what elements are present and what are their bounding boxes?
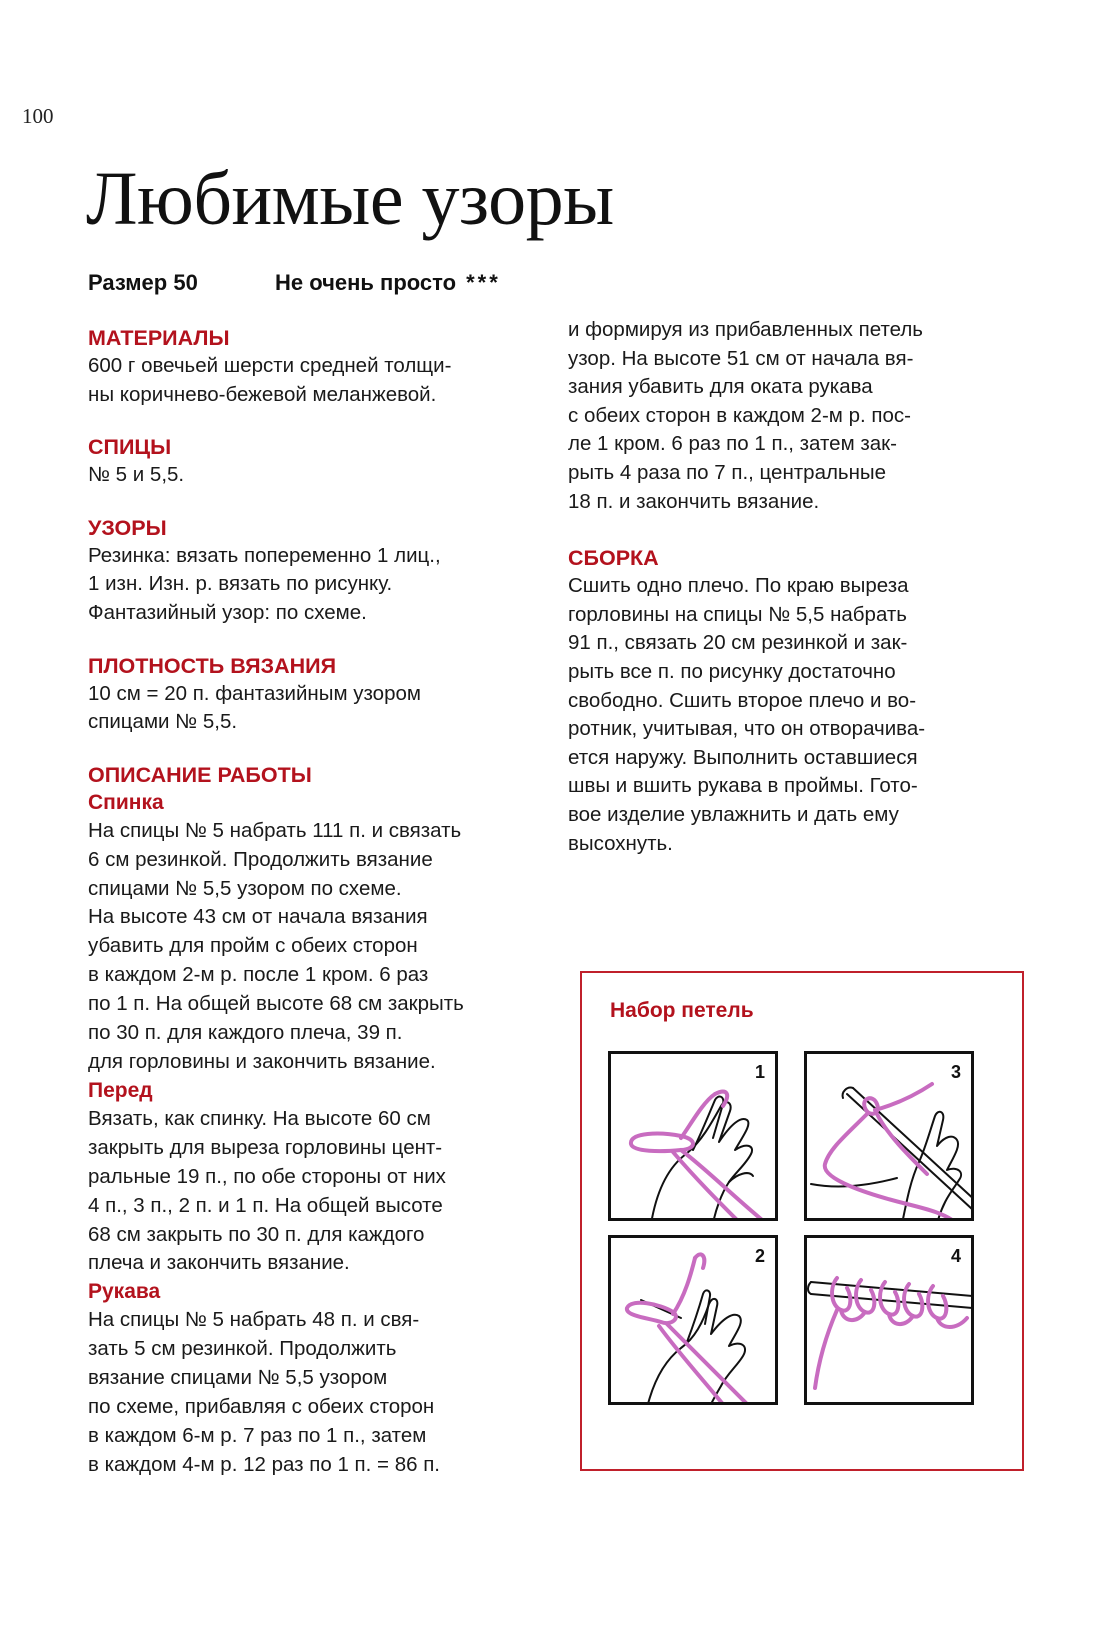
panel-number: 3: [950, 1062, 961, 1082]
panel-number: 4: [950, 1246, 961, 1266]
text-line: убавить для пройм с обеих сторон: [88, 934, 418, 958]
front-text: [88, 1105, 558, 1278]
text-line: свободно. Сшить второе плечо и во-: [568, 688, 917, 712]
text-line: Фантазийный узор: по схеме.: [88, 600, 367, 624]
text-line: 600 г овечьей шерсти средней толщи-: [88, 354, 452, 377]
sleeves-subheading: Рукава: [88, 1280, 161, 1304]
text-line: Резинка: вязать попеременно 1 лиц.,: [88, 543, 441, 567]
hand-needle-loop-icon: [611, 1238, 778, 1405]
text-line: по 1 п. На общей высоте 68 см закрыть: [88, 992, 464, 1016]
text-line: На спицы № 5 набрать 111 п. и связать: [88, 818, 462, 842]
text-line: На высоте 43 см от начала вязания: [88, 905, 428, 929]
needle-cast-on-icon: [807, 1054, 974, 1221]
description-section: [88, 761, 558, 1480]
text-line: 4 п., 3 п., 2 п. и 1 п. На общей высоте: [88, 1193, 443, 1217]
text-line: швы и вшить рукава в проймы. Гото-: [568, 774, 918, 798]
text-line: рыть 4 раза по 7 п., центральные: [568, 460, 887, 484]
needles-heading: СПИЦЫ: [88, 435, 172, 460]
needle-stitches-icon: [807, 1238, 974, 1405]
gauge-section: [88, 652, 558, 737]
sleeves-text: [88, 1306, 558, 1479]
left-column: [88, 324, 558, 1504]
text-line: высохнуть.: [568, 831, 673, 855]
text-line: 18 п. и закончить вязание.: [568, 489, 820, 513]
text-line: ральные 19 п., по обе стороны от них: [88, 1164, 446, 1188]
text-line: 91 п., связать 20 см резинкой и зак-: [568, 631, 908, 655]
text-line: по схеме, прибавляя с обеих сторон: [88, 1395, 435, 1419]
back-subheading: Спинка: [88, 790, 164, 814]
needles-section: [88, 433, 558, 490]
difficulty-stars: ***: [466, 270, 501, 295]
text-line: в каждом 2-м р. после 1 кром. 6 раз: [88, 963, 429, 987]
text-line: для горловины и закончить вязание.: [88, 1050, 436, 1073]
figure-title: Набор петель: [610, 999, 754, 1022]
size-label: Размер 50: [88, 270, 198, 295]
illustration-panel-3: [804, 1051, 974, 1221]
text-line: закрыть для выреза горловины цент-: [88, 1135, 443, 1159]
text-line: 1 изн. Изн. р. вязать по рисунку.: [88, 572, 393, 596]
text-line: спицами № 5,5.: [88, 710, 238, 734]
sleeves-continuation: [568, 316, 1038, 516]
text-line: зания убавить для оката рукава: [568, 375, 873, 399]
illustration-panel-2: [608, 1235, 778, 1405]
text-line: вое изделие увлажнить и дать ему: [568, 802, 899, 826]
text-line: Вязать, как спинку. На высоте 60 см: [88, 1106, 431, 1130]
difficulty-text: Не очень просто: [275, 270, 457, 295]
panel-number: 1: [754, 1062, 765, 1082]
materials-section: [88, 324, 558, 409]
text-line: Сшить одно плечо. По краю выреза: [568, 574, 909, 598]
description-heading: ОПИСАНИЕ РАБОТЫ: [88, 762, 312, 787]
text-line: плеча и закончить вязание.: [88, 1251, 350, 1275]
text-line: 68 см закрыть по 30 п. для каждого: [88, 1222, 425, 1246]
difficulty-label: [275, 270, 501, 296]
cast-on-figure: [580, 971, 1024, 1471]
text-line: вязание спицами № 5,5 узором: [88, 1366, 388, 1390]
text-line: рыть все п. по рисунку достаточно: [568, 659, 896, 683]
text-line: с обеих сторон в каждом 2-м р. пос-: [568, 403, 911, 427]
text-line: ется наружу. Выполнить оставшиеся: [568, 745, 918, 769]
front-subheading: Перед: [88, 1078, 153, 1102]
text-line: в каждом 6-м р. 7 раз по 1 п., затем: [88, 1423, 427, 1447]
materials-text: [88, 352, 558, 409]
panel-number: 2: [754, 1246, 765, 1266]
text-line: На спицы № 5 набрать 48 п. и свя-: [88, 1308, 420, 1332]
text-line: спицами № 5,5 узором по схеме.: [88, 876, 402, 900]
back-text: [88, 817, 558, 1077]
text-line: 6 см резинкой. Продолжить вязание: [88, 847, 433, 871]
page-number: 100: [22, 104, 54, 128]
text-line: и формируя из прибавленных петель: [568, 318, 923, 341]
right-column: [568, 316, 1038, 882]
text-line: ле 1 кром. 6 раз по 1 п., затем зак-: [568, 432, 897, 456]
illustration-panel-4: [804, 1235, 974, 1405]
materials-heading: МАТЕРИАЛЫ: [88, 326, 230, 350]
text-line: узор. На высоте 51 см от начала вя-: [568, 346, 914, 370]
text-line: зать 5 см резинкой. Продолжить: [88, 1337, 397, 1361]
text-line: в каждом 4-м р. 12 раз по 1 п. = 86 п.: [88, 1452, 440, 1476]
assembly-heading: СБОРКА: [568, 546, 659, 571]
text-line: по 30 п. для каждого плеча, 39 п.: [88, 1021, 403, 1045]
assembly-section: [568, 544, 1038, 858]
text-line: горловины на спицы № 5,5 набрать: [568, 602, 907, 626]
illustration-panel-1: [608, 1051, 778, 1221]
text-line: ны коричнево-бежевой меланжевой.: [88, 382, 437, 406]
hand-yarn-loop-icon: [611, 1054, 778, 1221]
gauge-heading: ПЛОТНОСТЬ ВЯЗАНИЯ: [88, 653, 337, 678]
patterns-heading: УЗОРЫ: [88, 515, 167, 540]
text-line: № 5 и 5,5.: [88, 463, 185, 487]
page-title: Любимые узоры: [86, 157, 614, 241]
text-line: 10 см = 20 п. фантазийным узором: [88, 681, 421, 705]
text-line: ротник, учитывая, что он отворачива-: [568, 717, 926, 741]
patterns-section: [88, 514, 558, 628]
